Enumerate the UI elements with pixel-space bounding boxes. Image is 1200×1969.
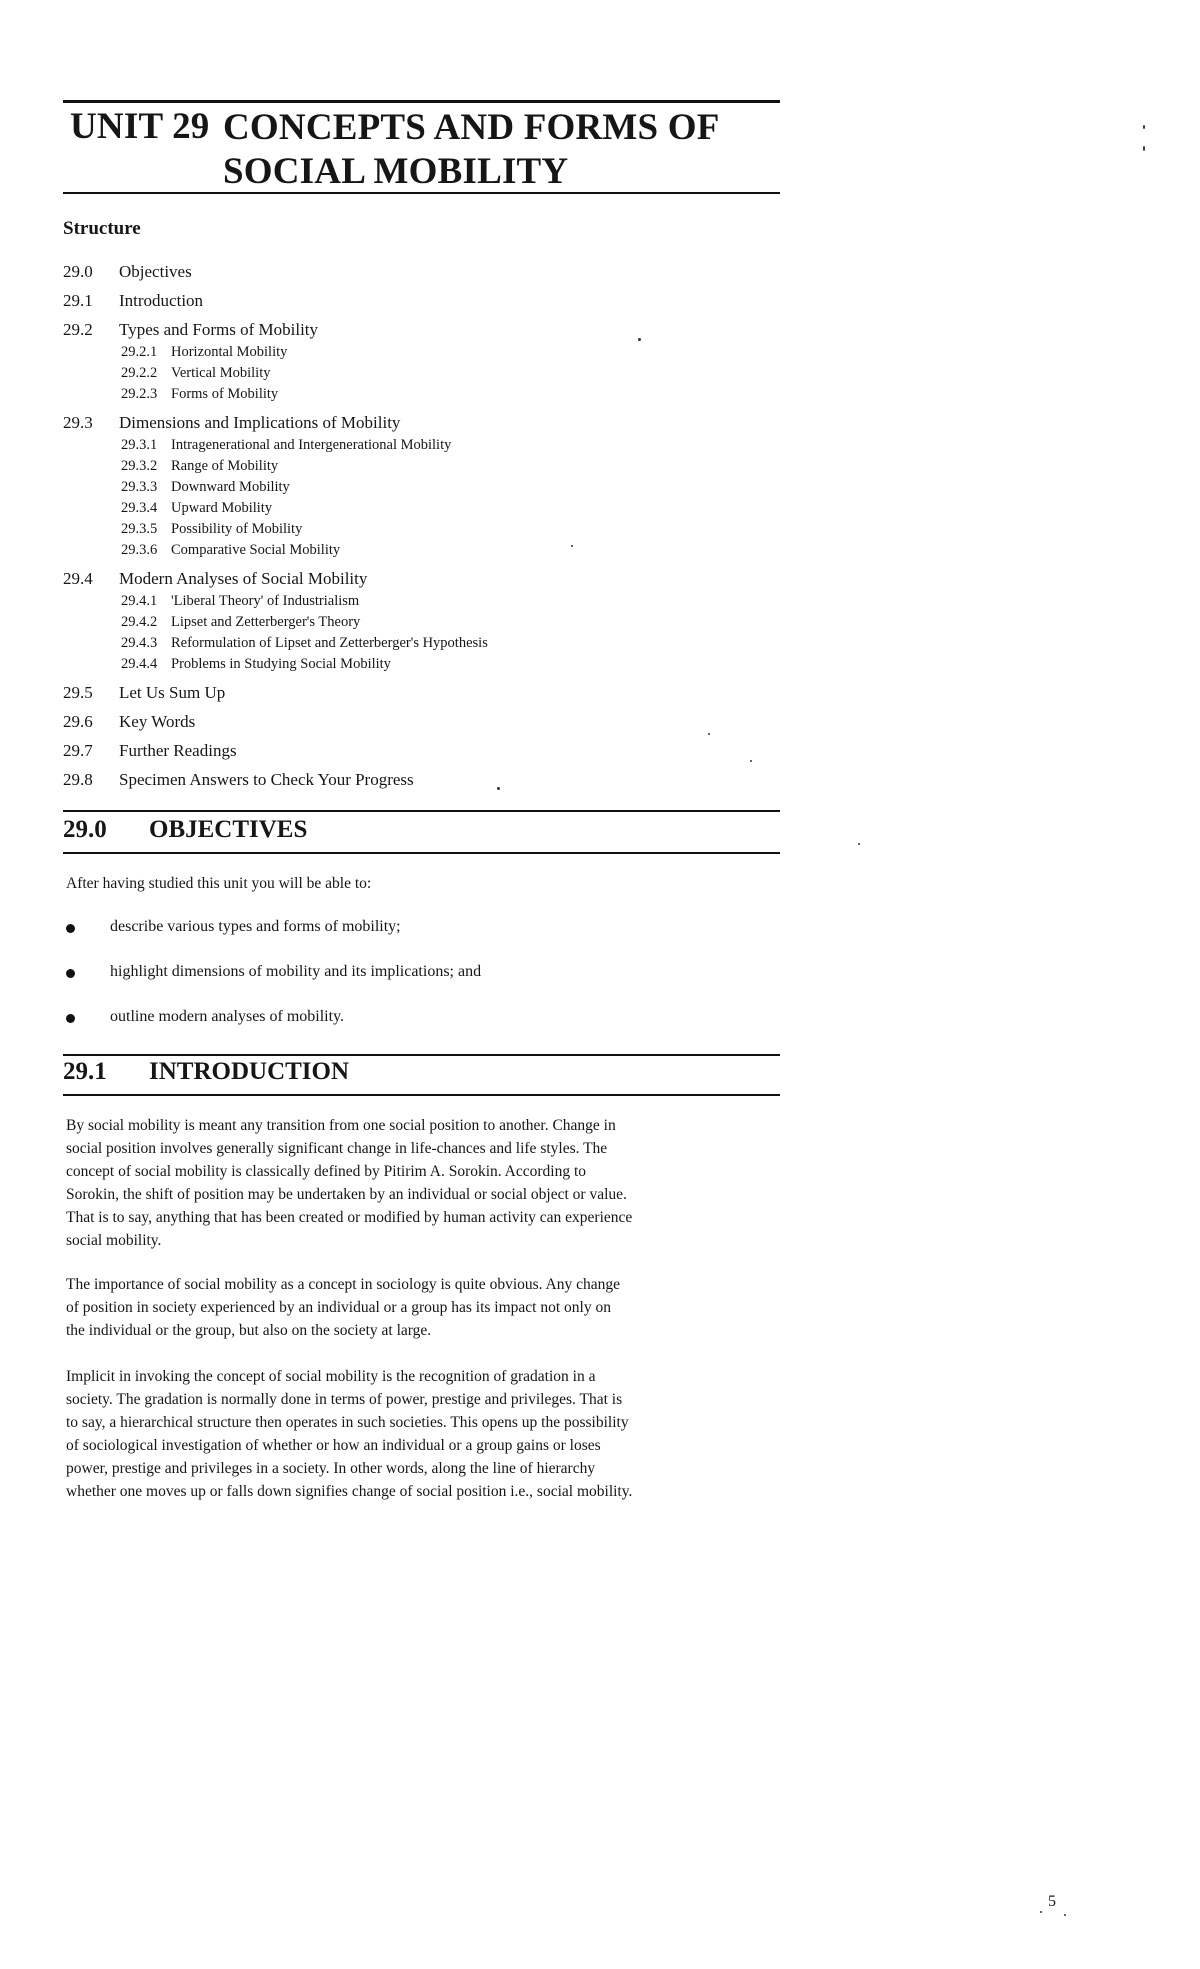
unit-title-text [223,106,720,194]
toc-item-label: Further Readings [119,741,237,760]
toc-subitem: 29.2.2 Vertical Mobility [121,365,271,381]
introduction-bottom-rule [63,1094,780,1096]
scan-speck [1040,1911,1042,1913]
unit-label: UNIT 29 [70,106,210,147]
toc-subitem: 29.4.1 'Liberal Theory' of Industrialism [121,593,360,609]
bullet-text: outline modern analyses of mobility. [110,1008,345,1025]
scan-speck [858,843,860,845]
unit-title-line-1: CONCEPTS AND FORMS OF [223,107,720,148]
scan-speck [1064,1914,1066,1916]
intro-paragraph-2: The importance of social mobility as a concept in sociology is quite obvious. Any change of position in society experienced by an individual or a group has its impact not only on the individual or the group, but also on the society at large. [66,1276,621,1339]
introduction-heading [63,1058,349,1086]
structure-heading: Structure [63,218,141,239]
section-number: 29.1 [63,1058,107,1085]
objectives-intro: After having studied this unit you will be able to: [66,875,372,892]
toc-subitem: 29.4.4 Problems in Studying Social Mobility [121,656,391,672]
page-number: 5 [1048,1893,1056,1910]
toc-item-number: 29.1 [63,291,93,310]
toc-item-number: 29.8 [63,770,93,789]
toc-subitem: 29.3.4 Upward Mobility [121,500,273,516]
objectives-top-rule [63,810,780,812]
objectives-heading [63,816,307,844]
toc-item-label: Types and Forms of Mobility [119,320,319,339]
toc-item-label: Let Us Sum Up [119,683,226,702]
toc-item-label: Dimensions and Implications of Mobility [119,413,401,432]
toc-item-number: 29.2 [63,320,93,339]
toc-item-label: Introduction [119,291,204,310]
bullet-icon [66,924,75,933]
toc-subitem: 29.3.5 Possibility of Mobility [121,521,303,537]
toc-item-label: Objectives [119,262,192,281]
unit-title-line-2: SOCIAL MOBILITY [223,151,569,192]
toc-subitem: 29.3.3 Downward Mobility [121,479,290,495]
toc-item-number: 29.6 [63,712,93,731]
bullet-icon [66,969,75,978]
toc-subitem: 29.3.1 Intragenerational and Intergenerational Mobility [121,437,452,453]
toc-item-number: 29.0 [63,262,93,281]
toc-item-number: 29.3 [63,413,93,432]
scan-speck [1143,125,1145,129]
toc-subitem: 29.2.3 Forms of Mobility [121,386,279,402]
title-top-rule [63,100,780,103]
toc-item-number: 29.5 [63,683,93,702]
scan-speck [708,733,710,735]
toc-subitem: 29.4.3 Reformulation of Lipset and Zetterberger's Hypothesis [121,635,488,651]
section-title: OBJECTIVES [149,816,308,843]
toc-subitem: 29.4.2 Lipset and Zetterberger's Theory [121,614,361,630]
toc-subitem: 29.3.2 Range of Mobility [121,458,279,474]
toc-item-label: Specimen Answers to Check Your Progress [119,770,414,789]
scan-speck [571,545,573,547]
scan-speck [1143,146,1145,151]
toc-subitem: 29.3.6 Comparative Social Mobility [121,542,341,558]
intro-paragraph-3: Implicit in invoking the concept of social mobility is the recognition of gradation in a society. The gradation is normally done in terms of power, prestige and privileges. That is to say, a hierarchical structure then operates in such societies. This opens up the possibility of sociological investigation of whether or how an individual or a group gains or loses power, prestige and privileges in a society. In other words, along the line of hierarchy whether one moves up or falls down signifies change of social position i.e., social mobility. [66,1368,633,1500]
bullet-icon [66,1014,75,1023]
section-number: 29.0 [63,816,107,843]
toc-item-number: 29.7 [63,741,93,760]
introduction-top-rule [63,1054,780,1056]
scan-speck [497,787,500,790]
intro-paragraph-1: By social mobility is meant any transition from one social position to another. Change in social position involves generally significant change in life-chances and life styles. The concept of social mobility is classically defined by Pitirim A. Sorokin. According to Sorokin, the shift of position may be undertaken by an individual or social object or value. That is to say, anything that has been created or modified by human activity can experience social mobility. [66,1117,633,1249]
toc-item-label: Key Words [119,712,196,731]
scan-speck [750,760,752,762]
section-title: INTRODUCTION [149,1058,350,1085]
toc-item-label: Modern Analyses of Social Mobility [119,569,368,588]
scan-speck [638,338,641,341]
title-bottom-rule [63,192,780,194]
bullet-text: describe various types and forms of mobility; [110,918,401,935]
toc-item-number: 29.4 [63,569,93,588]
objectives-bottom-rule [63,852,780,854]
bullet-text: highlight dimensions of mobility and its implications; and [110,963,482,980]
toc-subitem: 29.2.1 Horizontal Mobility [121,344,288,360]
